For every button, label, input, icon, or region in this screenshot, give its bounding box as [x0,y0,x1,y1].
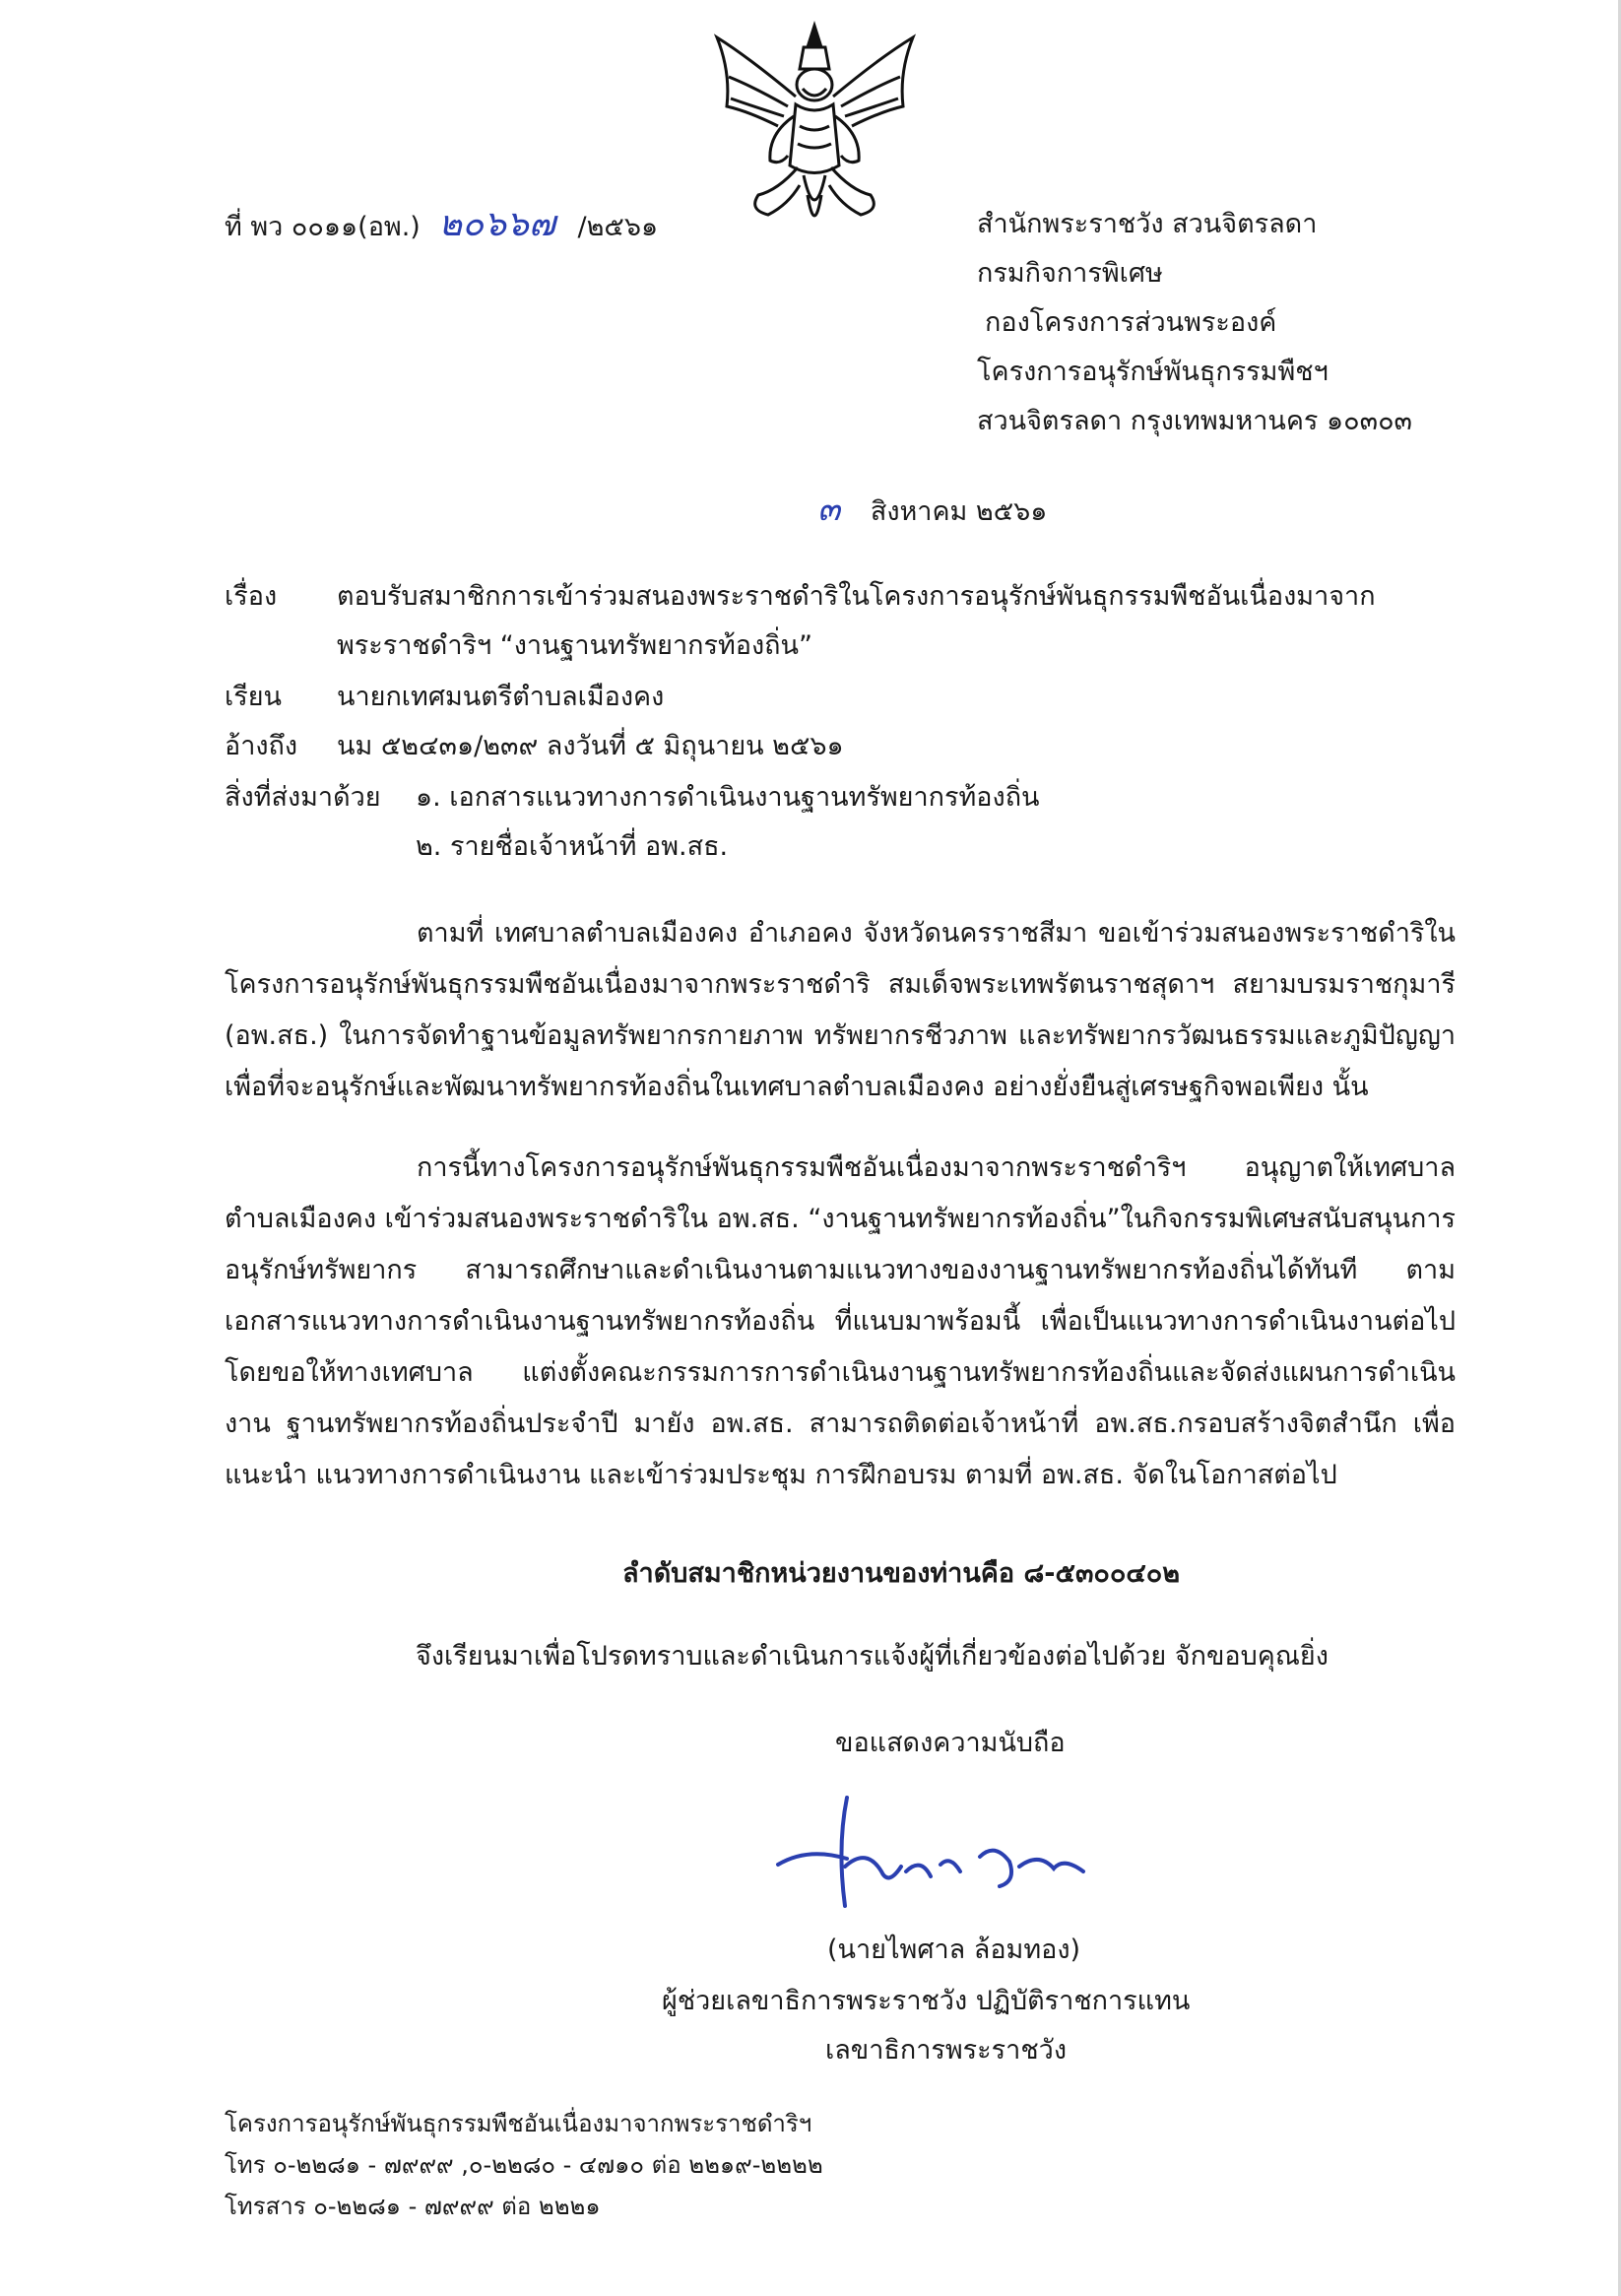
reference-to-value: นม ๕๒๔๓๑/๒๓๙ ลงวันที่ ๕ มิถุนายน ๒๕๖๑ [337,731,844,761]
member-number: ลำดับสมาชิกหน่วยงานของท่านคือ ๘-๕๓๐๐๔๐๒ [622,1558,1181,1589]
enclosures-label: สิ่งที่ส่งมาด้วย [225,782,381,813]
sender-line-5: สวนจิตรลดา กรุงเทพมหานคร ๑๐๓๐๓ [977,406,1413,436]
sender-line-4: โครงการอนุรักษ์พันธุกรรมพืชฯ [977,357,1329,387]
to-value: นายกเทศมนตรีตำบลเมืองคง [337,682,665,712]
subject-line-1: ตอบรับสมาชิกการเข้าร่วมสนองพระราชดำริในโครงการอนุรักษ์พันธุกรรมพืชอันเนื่องมาจาก [337,581,1376,612]
date-day-handwritten: ๓ [817,490,841,529]
to-label: เรียน [225,682,283,712]
sender-line-3: กองโครงการส่วนพระองค์ [985,307,1277,338]
signer-name: (นายไพศาล ล้อมทอง) [827,1935,1081,1965]
closing-sentence: จึงเรียนมาเพื่อโปรดทราบและดำเนินการแจ้งผู้ที่เกี่ยวข้องต่อไปด้วย จักขอบคุณยิ่ง [416,1641,1329,1672]
reference-line [225,205,658,247]
enclosure-item-2: ๒. รายชื่อเจ้าหน้าที่ อพ.สธ. [416,831,729,862]
regards: ขอแสดงความนับถือ [835,1728,1066,1758]
reference-year: /๒๕๖๑ [577,212,659,242]
body-paragraph-1: ตามที่ เทศบาลตำบลเมืองคง อำเภอคง จังหวัดนครราชสีมา ขอเข้าร่วมสนองพระราชดำริใน โครงการอนุรักษ์พันธุกรรมพืชอันเนื่องมาจากพระราชดำริ สมเด็จพระเทพรัตนราชสุดาฯ สยามบรมราชกุมารี (อพ.สธ.) ในการจัดทำฐานข้อมูลทรัพยากรกายภาพ ทรัพยากรชีวภาพ และทรัพยากรวัฒนธรรมและภูมิปัญญา เพื่อที่จะอนุรักษ์และพัฒนาทรัพยากรท้องถิ่นในเทศบาลตำบลเมืองคง อย่างยั่งยืนสู่เศรษฐกิจพอเพียง นั้น [225,918,1456,1102]
signer-position-1: ผู้ช่วยเลขาธิการพระราชวัง ปฏิบัติราชการแทน [662,1986,1191,2016]
sender-line-2: กรมกิจการพิเศษ [977,258,1163,289]
handwritten-signature [758,1788,1113,1926]
signer-position-2: เลขาธิการพระราชวัง [825,2035,1068,2066]
reference-to-label: อ้างถึง [225,731,298,761]
body-paragraph-2: การนี้ทางโครงการอนุรักษ์พันธุกรรมพืชอันเนื่องมาจากพระราชดำริฯ อนุญาตให้เทศบาล ตำบลเมืองคง เข้าร่วมสนองพระราชดำริใน อพ.สธ. “งานฐานทรัพยากรท้องถิ่น”ในกิจกรรมพิเศษสนับสนุนการ อนุรักษ์ทรัพยากร สามารถศึกษาและดำเนินงานตามแนวทางของงานฐานทรัพยากรท้องถิ่นได้ทันที ตาม เอกสารแนวทางการดำเนินงานฐานทรัพยากรท้องถิ่น ที่แนบมาพร้อมนี้ เพื่อเป็นแนวทางการดำเนินงานต่อไป โดยขอให้ทางเทศบาล แต่งตั้งคณะกรรมการการดำเนินงานฐานทรัพยากรท้องถิ่นและจัดส่งแผนการดำเนินงาน ฐานทรัพยากรท้องถิ่นประจำปี มายัง อพ.สธ. สามารถติดต่อเจ้าหน้าที่ อพ.สธ.กรอบสร้างจิตสำนึก เพื่อแนะนำ แนวทางการดำเนินงาน และเข้าร่วมประชุม การฝึกอบรม ตามที่ อพ.สธ. จัดในโอกาสต่อไป [225,1152,1456,1490]
date-month-year: สิงหาคม ๒๕๖๑ [870,496,1048,527]
sender-line-1: สำนักพระราชวัง สวนจิตรลดา [977,209,1318,239]
garuda-emblem-icon [709,18,921,244]
footer-phone: โทร ๐-๒๒๘๑ - ๗๙๙๙ ,๐-๒๒๘๐ - ๔๗๑๐ ต่อ ๒๒๑๙-๒๒๒๒ [225,2151,823,2179]
enclosure-item-1: ๑. เอกสารแนวทางการดำเนินงานฐานทรัพยากรท้องถิ่น [416,782,1040,813]
letter-date [817,490,1047,532]
reference-handwritten-number: ๒๐๖๖๗ [438,204,555,244]
footer-org: โครงการอนุรักษ์พันธุกรรมพืชอันเนื่องมาจากพระราชดำริฯ [225,2110,812,2137]
footer-fax: โทรสาร ๐-๒๒๘๑ - ๗๙๙๙ ต่อ ๒๒๒๑ [225,2193,601,2220]
subject-line-2: พระราชดำริฯ “งานฐานทรัพยากรท้องถิ่น” [337,630,812,661]
subject-label: เรื่อง [225,581,278,612]
reference-prefix: ที่ พว ๐๐๑๑(อพ.) [225,212,421,242]
